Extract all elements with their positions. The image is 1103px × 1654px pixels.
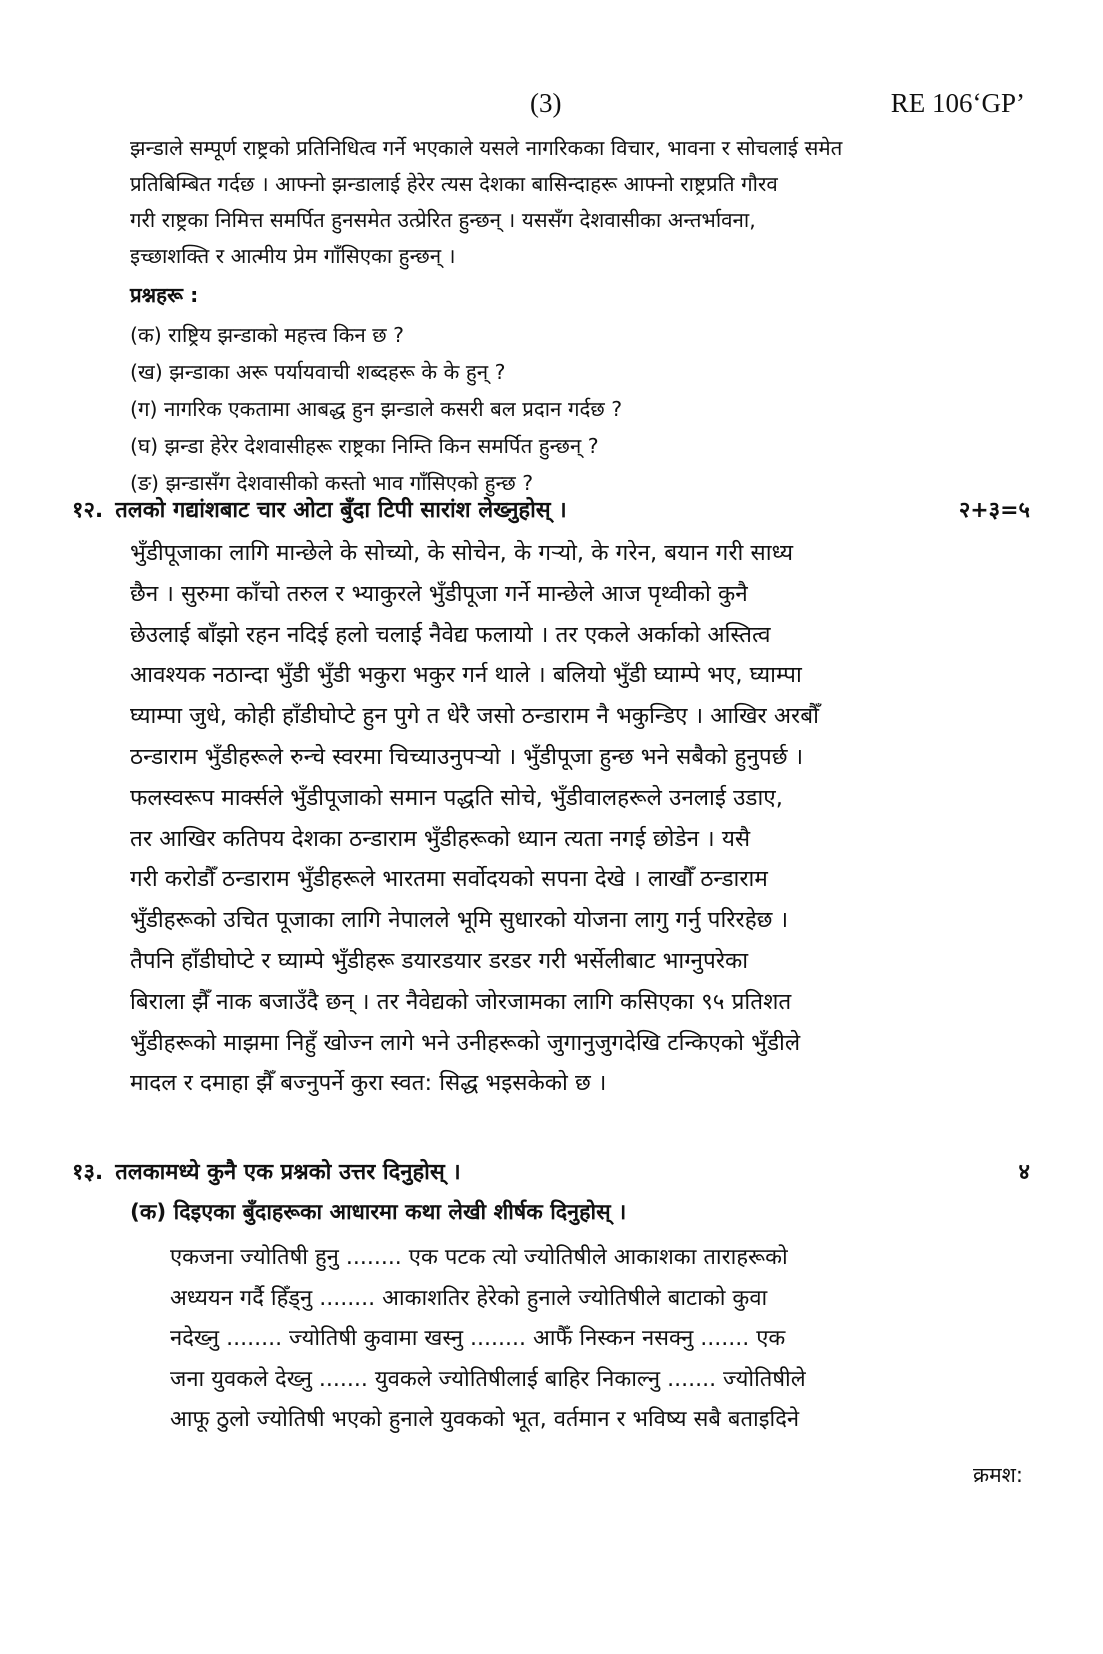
section-13-instruction: तलकामध्ये कुनै एक प्रश्नको उत्तर दिनुहोस् । (115, 1160, 461, 1185)
question-item: (ग) नागरिक एकतामा आबद्ध हुन झन्डाले कसरी बल प्रदान गर्दछ ? (130, 397, 623, 421)
story-line: नदेख्नु ........ ज्योतिषी कुवामा खस्नु ........ आफैँ निस्कन नसक्नु ....... एक (170, 1326, 786, 1351)
passage-line: तैपनि हाँडीघोप्टे र घ्याम्पे भुँडीहरू डयारडयार डरडर गरी भर्सेलीबाट भाग्नुपरेका (130, 947, 749, 974)
passage-line: बिराला झैँ नाक बजाउँदै छन् । तर नैवेद्यको जोरजामका लागि कसिएका ९५ प्रतिशत (130, 988, 792, 1015)
passage-line: गरी करोडौँ ठन्डाराम भुँडीहरूले भारतमा सर्वोदयको सपना देखे । लाखौँ ठन्डाराम (130, 866, 768, 893)
story-line: आफू ठुलो ज्योतिषी भएको हुनाले युवकको भूत, वर्तमान र भविष्य सबै बताइदिने (170, 1407, 800, 1432)
section-13-number: १३. (72, 1160, 104, 1185)
question-item: (घ) झन्डा हेरेर देशवासीहरू राष्ट्रका निम्ति किन समर्पित हुन्छन् ? (130, 434, 599, 458)
section-12-title (72, 494, 567, 524)
paragraph-line: झन्डाले सम्पूर्ण राष्ट्रको प्रतिनिधित्व गर्ने भएकाले यसले नागरिकका विचार, भावना र सोचलाई समेत (130, 136, 843, 160)
paragraph-line: इच्छाशक्ति र आत्मीय प्रेम गाँसिएका हुन्छन् । (130, 244, 456, 268)
section-13-story-points (170, 1238, 1030, 1441)
story-line: एकजना ज्योतिषी हुनु ........ एक पटक त्यो ज्योतिषीले आकाशका ताराहरूको (170, 1245, 788, 1270)
passage-line: तर आखिर कतिपय देशका ठन्डाराम भुँडीहरूको ध्यान त्यता नगई छोडेन । यसै (130, 825, 751, 852)
passage-line: ठन्डाराम भुँडीहरूले रुन्चे स्वरमा चिच्याउनुपऱ्यो । भुँडीपूजा हुन्छ भने सबैको हुनुपर्छ । (130, 743, 804, 770)
section-13-sub-heading: (क) दिइएका बुँदाहरूका आधारमा कथा लेखी शीर्षक दिनुहोस् । (130, 1200, 627, 1225)
question-item: (क) राष्ट्रिय झन्डाको महत्त्व किन छ ? (130, 323, 405, 347)
question-item: (ङ) झन्डासँग देशवासीको कस्तो भाव गाँसिएको हुन्छ ? (130, 471, 534, 495)
passage-line: आवश्यक नठान्दा भुँडी भुँडी भकुरा भकुर गर्न थाले । बलियो भुँडी घ्याम्पे भए, घ्याम्पा (130, 662, 802, 689)
section-13-title (72, 1156, 461, 1186)
questions-heading: प्रश्नहरू : (130, 283, 199, 307)
paragraph-line: गरी राष्ट्रका निमित्त समर्पित हुनसमेत उत्प्रेरित हुन्छन् । यससँग देशवासीका अन्तर्भावना, (130, 208, 756, 232)
passage-line: छेउलाई बाँझो रहन नदिई हलो चलाई नैवेद्य फलायो । तर एकले अर्काको अस्तित्व (130, 621, 771, 648)
passage-line: छैन । सुरुमा काँचो तरुल र भ्याकुरले भुँडीपूजा गर्ने मान्छेले आज पृथ्वीको कुनै (130, 580, 748, 607)
question-item: (ख) झन्डाका अरू पर्यायवाची शब्दहरू के के हुन् ? (130, 360, 506, 384)
section-12-marks: २+३=५ (958, 498, 1030, 523)
section-13-heading (72, 1156, 1030, 1186)
passage-line: भुँडीपूजाका लागि मान्छेले के सोच्यो, के सोचेन, के गऱ्यो, के गरेन, बयान गरी साध्य (130, 540, 794, 566)
section-12-number: १२. (72, 498, 104, 523)
passage-line: फलस्वरूप मार्क्सले भुँडीपूजाको समान पद्धति सोचे, भुँडीवालहरूले उनलाई उडाए, (130, 784, 783, 811)
paragraph-line: प्रतिबिम्बित गर्दछ । आफ्नो झन्डालाई हेरेर त्यस देशका बासिन्दाहरू आफ्नो राष्ट्रप्रति गौरव (130, 172, 778, 196)
page-number: (3) (530, 88, 562, 118)
passage-line: घ्याम्पा जुधे, कोही हाँडीघोप्टे हुन पुगे त धेरै जसो ठन्डाराम नै भकुन्डिए । आखिर अरबौँ (130, 703, 819, 730)
questions-list (130, 317, 622, 502)
story-line: अध्ययन गर्दै हिँड्नु ........ आकाशतिर हेरेको हुनाले ज्योतिषीले बाटाको कुवा (170, 1285, 768, 1311)
section-12-heading (72, 494, 1030, 524)
passage-line: मादल र दमाहा झैँ बज्नुपर्ने कुरा स्वत: सिद्ध भइसकेको छ । (130, 1070, 607, 1097)
intro-paragraph (130, 130, 1030, 274)
exam-code: RE 106‘GP’ (890, 88, 1025, 118)
section-13-marks: ४ (1018, 1160, 1030, 1185)
section-12-instruction: तलको गद्यांशबाट चार ओटा बुँदा टिपी सारांश लेख्नुहोस् । (115, 498, 567, 523)
passage-line: भुँडीहरूको माझमा निहुँ खोज्न लागे भने उनीहरूको जुगानुजुगदेखि टन्किएको भुँडीले (130, 1029, 801, 1056)
continued-label: क्रमश: (972, 1463, 1023, 1487)
section-12-passage (130, 533, 1030, 1104)
passage-line: भुँडीहरूको उचित पूजाका लागि नेपालले भूमि सुधारको योजना लागु गर्नु परिरहेछ । (130, 907, 789, 934)
story-line: जना युवकले देख्नु ....... युवकले ज्योतिषीलाई बाहिर निकाल्नु ....... ज्योतिषीले (170, 1366, 806, 1392)
